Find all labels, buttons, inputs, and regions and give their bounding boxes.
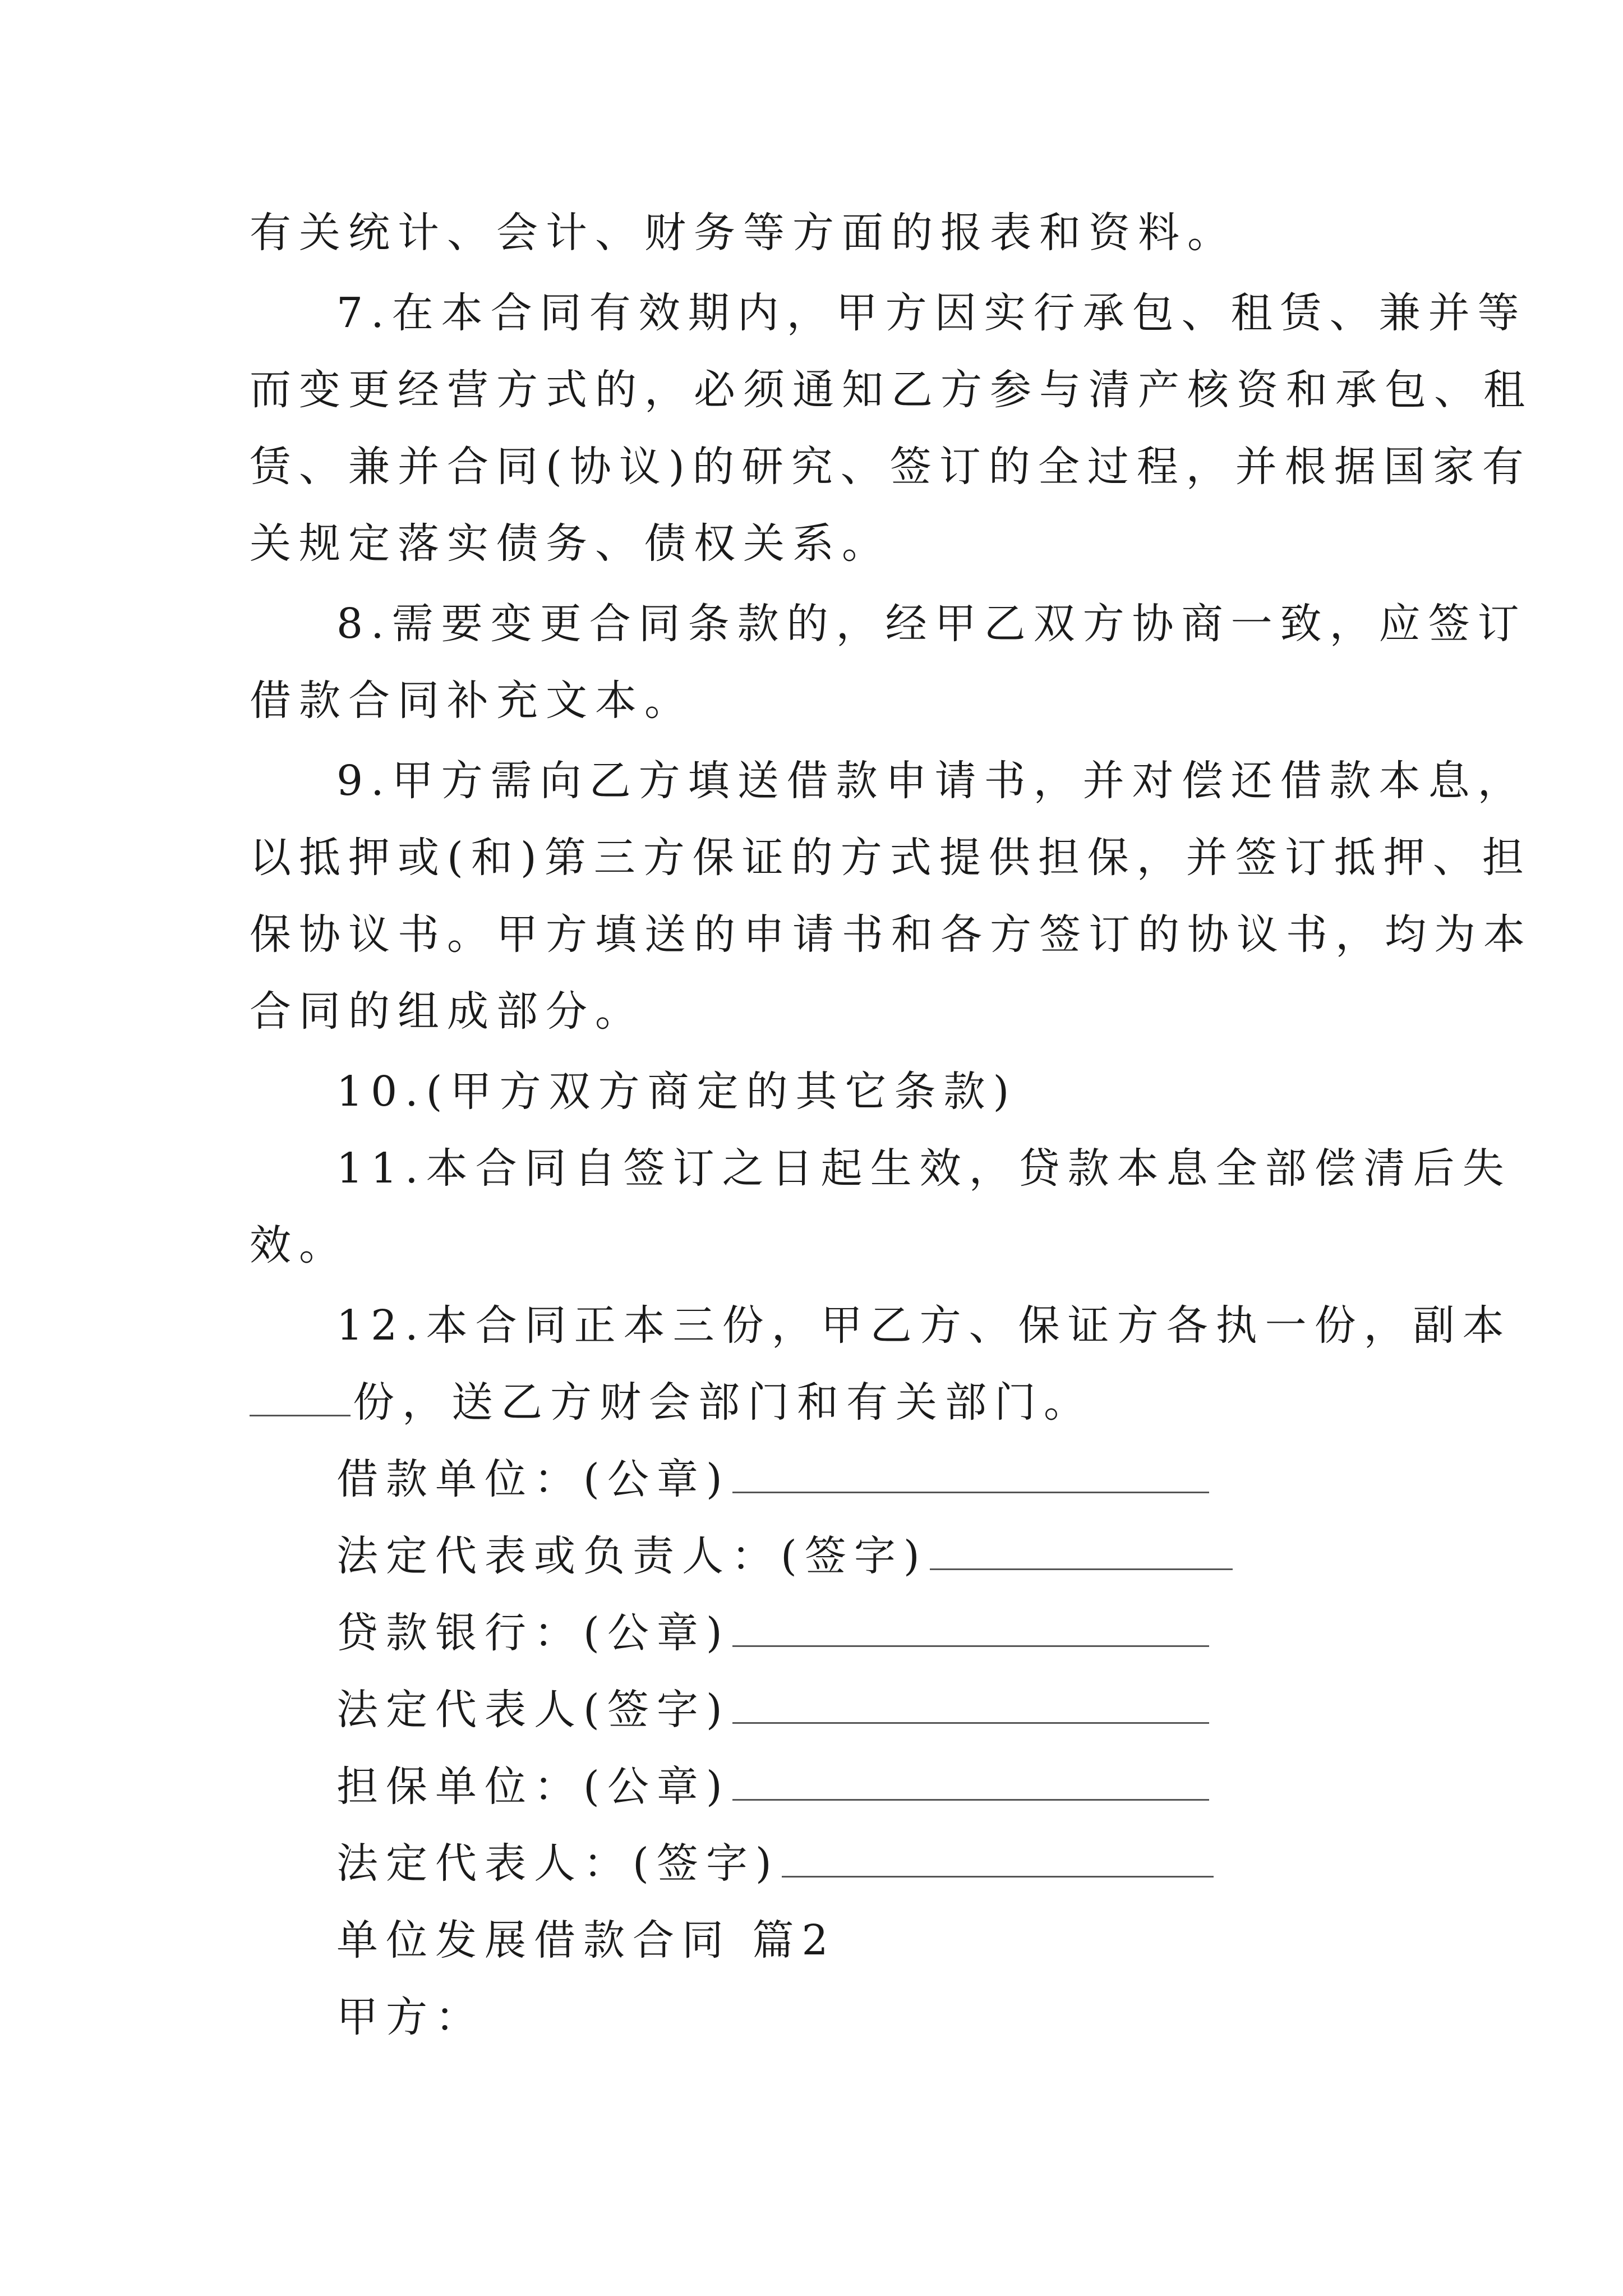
bank-legal-rep-blank[interactable] [732, 1682, 1209, 1724]
guarantor-legal-rep-blank[interactable] [782, 1835, 1214, 1878]
signature-row-guarantor-unit [336, 1759, 1209, 1815]
legal-rep-blank[interactable] [930, 1528, 1233, 1570]
signature-row-lending-bank [336, 1605, 1209, 1661]
paragraph-6-tail: 有关统计、会计、财务等方面的报表和资料。 [250, 209, 1237, 257]
paragraph-10: 10.(甲方双方商定的其它条款) [336, 1068, 1017, 1116]
copies-count-blank[interactable] [250, 1374, 351, 1416]
guarantor-unit-blank[interactable] [732, 1759, 1209, 1801]
paragraph-7-line-3: 赁、兼并合同(协议)的研究、签订的全过程，并根据国家有 [250, 443, 1532, 491]
paragraph-11-line-1: 11.本合同自签订之日起生效，贷款本息全部偿清后失 [336, 1144, 1512, 1193]
guarantor-legal-rep-label: 法定代表人：(签字) [336, 1839, 780, 1888]
paragraph-9-line-4: 合同的组成部分。 [250, 987, 644, 1036]
paragraph-9-line-2: 以抵押或(和)第三方保证的方式提供担保，并签订抵押、担 [250, 834, 1532, 882]
paragraph-8-line-2: 借款合同补充文本。 [250, 677, 694, 725]
paragraph-7-line-1: 7.在本合同有效期内，甲方因实行承包、租赁、兼并等 [336, 289, 1527, 337]
bank-legal-rep-label: 法定代表人(签字) [336, 1686, 730, 1734]
guarantor-unit-label: 担保单位：(公章) [336, 1763, 730, 1811]
paragraph-7-line-2: 而变更经营方式的，必须通知乙方参与清产核资和承包、租 [250, 366, 1533, 414]
signature-row-legal-rep [336, 1528, 1233, 1584]
signature-row-guarantor-legal-rep [336, 1835, 1214, 1892]
signature-row-borrower-unit [336, 1451, 1209, 1507]
party-a-label: 甲方： [336, 1993, 485, 2041]
paragraph-7-line-4: 关规定落实债务、债权关系。 [250, 519, 891, 568]
lending-bank-blank[interactable] [732, 1605, 1209, 1647]
borrower-unit-blank[interactable] [732, 1451, 1209, 1493]
paragraph-12-line-2-text: 份，送乙方财会部门和有关部门。 [353, 1378, 1093, 1427]
paragraph-11-line-2: 效。 [250, 1221, 348, 1269]
paragraph-9-line-3: 保协议书。甲方填送的申请书和各方签订的协议书，均为本 [250, 910, 1533, 959]
paragraph-12-line-1: 12.本合同正本三份，甲乙方、保证方各执一份，副本 [336, 1301, 1512, 1350]
lending-bank-label: 贷款银行：(公章) [336, 1609, 730, 1657]
borrower-unit-label: 借款单位：(公章) [336, 1455, 730, 1503]
signature-row-bank-legal-rep [336, 1682, 1209, 1738]
paragraph-9-line-1: 9.甲方需向乙方填送借款申请书，并对偿还借款本息， [336, 757, 1527, 805]
section-2-title: 单位发展借款合同 篇2 [336, 1916, 836, 1964]
legal-rep-label: 法定代表或负责人：(签字) [336, 1532, 928, 1580]
paragraph-12-line-2 [250, 1374, 1093, 1430]
paragraph-8-line-1: 8.需要变更合同条款的，经甲乙双方协商一致，应签订 [336, 600, 1527, 648]
